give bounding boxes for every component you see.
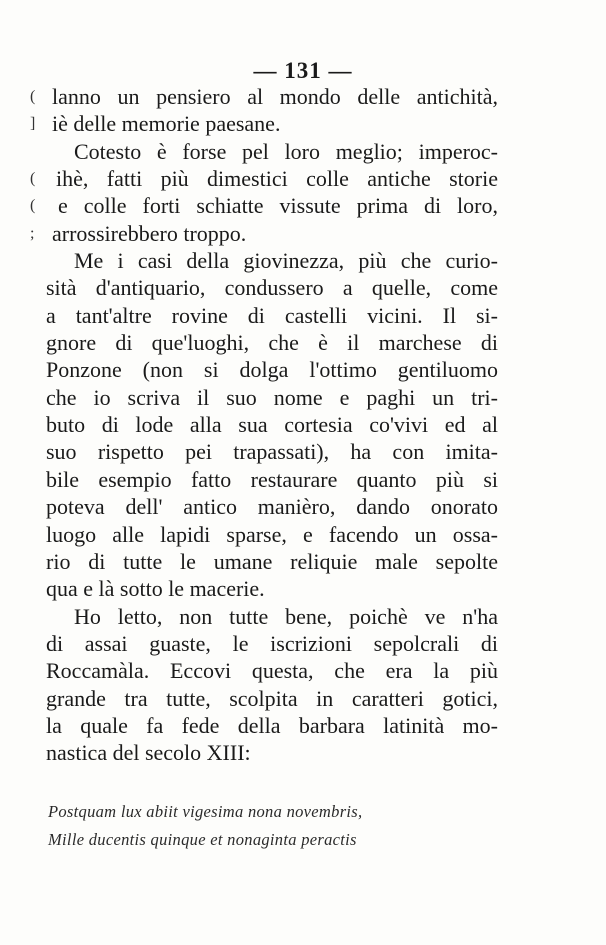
margin-mark: ( — [30, 170, 36, 188]
text-line: arrossirebbero troppo. — [52, 220, 247, 246]
margin-mark: ( — [30, 88, 36, 105]
inscription-line: Postquam lux abiit vigesima nona novembris, — [48, 802, 363, 821]
text-line: Roccamàla. Eccovi questa, che era la più — [46, 658, 498, 684]
text-line: rio di tutte le umane reliquie male sepolte — [46, 548, 498, 574]
margin-mark: ] — [30, 115, 36, 133]
text-line: nastica del secolo XIII: — [46, 740, 251, 766]
text-line: di assai guaste, le iscrizioni sepolcrali di — [46, 630, 498, 656]
text-line: Ponzone (non si dolga l'ottimo gentiluomo — [46, 357, 498, 383]
body-text — [46, 83, 498, 767]
text-line: buto di lode alla sua cortesia co'vivi ed al — [46, 412, 498, 438]
text-line: sità d'antiquario, condussero a quelle, come — [46, 275, 498, 301]
gothic-inscription — [48, 798, 498, 854]
text-line: ihè, fatti più dimestici colle antiche storie — [56, 166, 498, 192]
page-number: — 131 — — [253, 58, 353, 83]
text-line: Ho letto, non tutte bene, poichè ve n'ha — [74, 603, 498, 629]
text-line: gnore di que'luoghi, che è il marchese di — [46, 330, 498, 356]
margin-marks — [30, 83, 42, 247]
text-line: a tant'altre rovine di castelli vicini. Il si- — [46, 302, 498, 328]
margin-mark: ; — [30, 224, 35, 242]
text-line: grande tra tutte, scolpita in caratteri gotici, — [46, 685, 498, 711]
text-line: suo rispetto pei trapassati), ha con imita- — [46, 439, 498, 465]
text-line: e colle forti schiatte vissute prima di loro, — [58, 193, 498, 219]
text-line: la quale fa fede della barbara latinità mo- — [46, 712, 498, 738]
text-line: Me i casi della giovinezza, più che curio- — [74, 248, 498, 274]
text-line: lanno un pensiero al mondo delle antichità, — [52, 84, 498, 109]
text-line: bile esempio fatto restaurare quanto più si — [46, 466, 498, 492]
text-line: Cotesto è forse pel loro meglio; imperoc- — [74, 138, 498, 164]
text-line: qua e là sotto le macerie. — [46, 576, 265, 602]
text-line: iè delle memorie paesane. — [52, 111, 281, 137]
text-line: poteva dell' antico manièro, dando onorato — [46, 494, 498, 520]
text-line: luogo alle lapidi sparse, e facendo un ossa- — [46, 521, 498, 547]
margin-mark — [30, 138, 42, 165]
text-line: che io scriva il suo nome e paghi un tri- — [46, 384, 498, 410]
margin-mark: ( — [30, 197, 36, 215]
inscription-line: Mille ducentis quinque et nonaginta peractis — [48, 830, 357, 849]
